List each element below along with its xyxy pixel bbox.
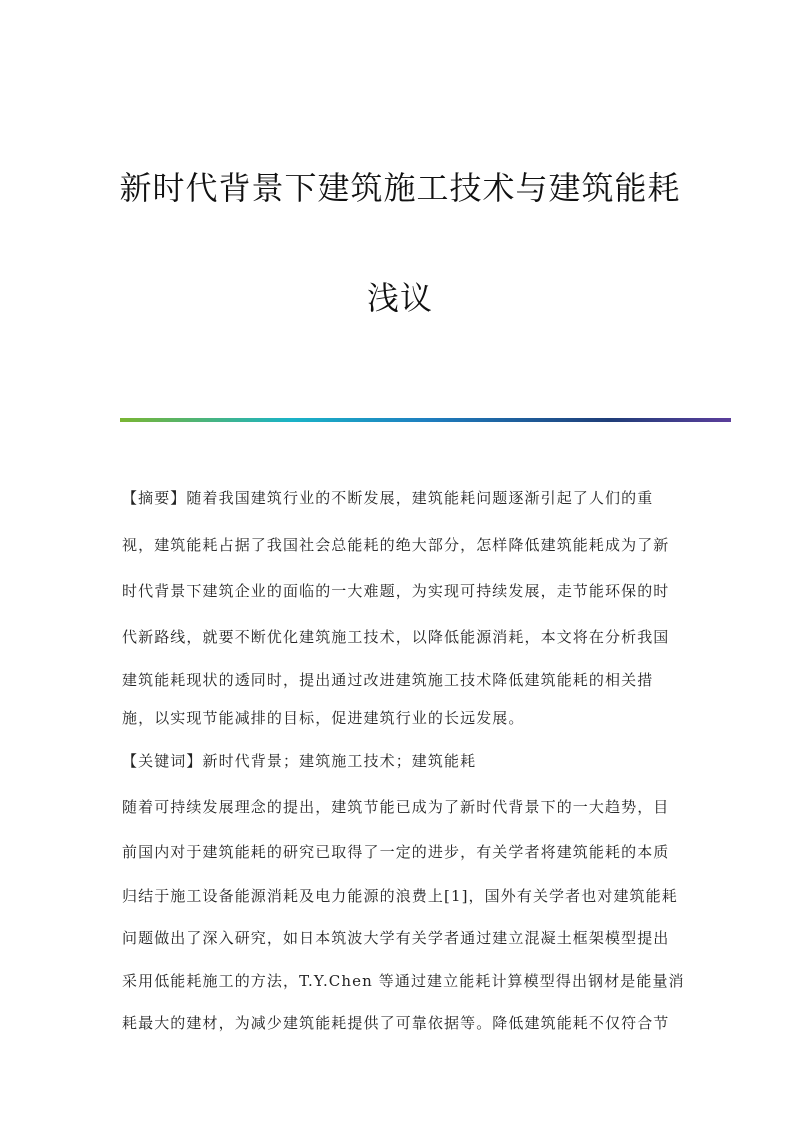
document-title-line-1: 新时代背景下建筑施工技术与建筑能耗 [119, 169, 681, 207]
body-line: 问题做出了深入研究，如日本筑波大学有关学者通过建立混凝土框架模型提出 [122, 929, 670, 947]
abstract-line: 视，建筑能耗占据了我国社会总能耗的绝大部分，怎样降低建筑能耗成为了新 [122, 536, 670, 554]
gradient-divider [120, 418, 731, 422]
abstract-line: 施，以实现节能减排的目标，促进建筑行业的长远发展。 [122, 709, 525, 727]
abstract-line: 代新路线，就要不断优化建筑施工技术，以降低能源消耗，本文将在分析我国 [122, 628, 670, 646]
body-line: 归结于施工设备能源消耗及电力能源的浪费上[1]，国外有关学者也对建筑能耗 [122, 887, 678, 905]
body-line: 前国内对于建筑能耗的研究已取得了一定的进步，有关学者将建筑能耗的本质 [122, 843, 670, 861]
abstract-line: 建筑能耗现状的透同时，提出通过改进建筑施工技术降低建筑能耗的相关措 [122, 671, 654, 689]
body-line: 采用低能耗施工的方法，T.Y.Chen 等通过建立能耗计算模型得出钢材是能量消 [122, 972, 685, 990]
abstract-line: 时代背景下建筑企业的面临的一大难题，为实现可持续发展，走节能环保的时 [122, 582, 670, 600]
body-line: 随着可持续发展理念的提出，建筑节能已成为了新时代背景下的一大趋势，目 [122, 798, 670, 816]
keywords: 【关键词】新时代背景；建筑施工技术；建筑能耗 [122, 752, 477, 770]
abstract-line: 【摘要】随着我国建筑行业的不断发展，建筑能耗问题逐渐引起了人们的重 [122, 489, 654, 507]
body-line: 耗最大的建材，为减少建筑能耗提供了可靠依据等。降低建筑能耗不仅符合节 [122, 1014, 670, 1032]
document-title-line-2: 浅议 [366, 279, 433, 317]
